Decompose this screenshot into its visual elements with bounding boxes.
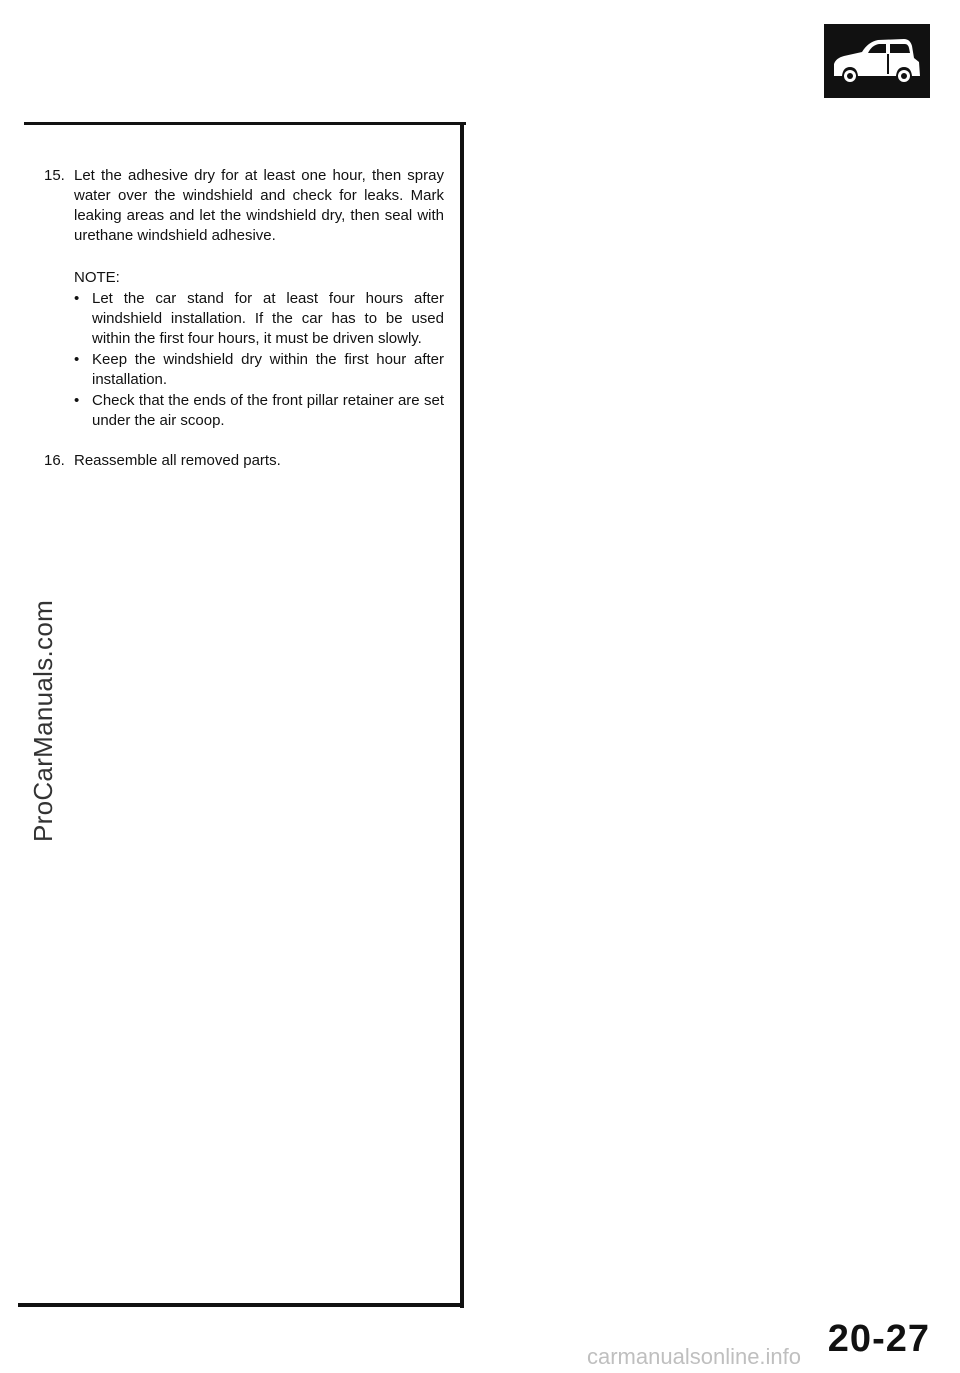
step-16 [44, 451, 444, 471]
step-number: 16. [44, 452, 65, 469]
bullet-icon: • [74, 290, 80, 307]
watermark-carmanualsonline: carmanualsonline.info [587, 1344, 802, 1369]
note-item [74, 289, 444, 349]
bullet-icon: • [74, 351, 80, 368]
bullet-icon: • [74, 392, 80, 409]
step-text: Let the adhesive dry for at least one hour, then spray water over the windshield and check for leaks. Mark leaking areas and let the windshield dry, then seal with urethane windshield adhesive. [74, 167, 444, 244]
frame-right-rule [460, 122, 464, 1308]
step-15 [44, 166, 444, 246]
note-item [74, 391, 444, 431]
step-text: Reassemble all removed parts. [74, 452, 281, 469]
note-item-text: Check that the ends of the front pillar retainer are set under the air scoop. [92, 392, 444, 429]
note-block [74, 268, 444, 431]
note-item-text: Keep the windshield dry within the first hour after installation. [92, 351, 444, 388]
page-number: 20-27 [827, 1318, 930, 1360]
car-body-icon [824, 24, 930, 98]
frame-top-rule [24, 122, 466, 125]
note-label: NOTE: [74, 269, 120, 286]
step-number: 15. [44, 167, 65, 184]
procedure-content [44, 166, 444, 471]
note-item-text: Let the car stand for at least four hours after windshield installation. If the car has to be used within the first four hours, it must be driven slowly. [92, 290, 444, 347]
frame-bottom-rule [18, 1303, 464, 1307]
note-item [74, 350, 444, 390]
watermark-procarmanuals: ProCarManuals.com [28, 599, 58, 842]
